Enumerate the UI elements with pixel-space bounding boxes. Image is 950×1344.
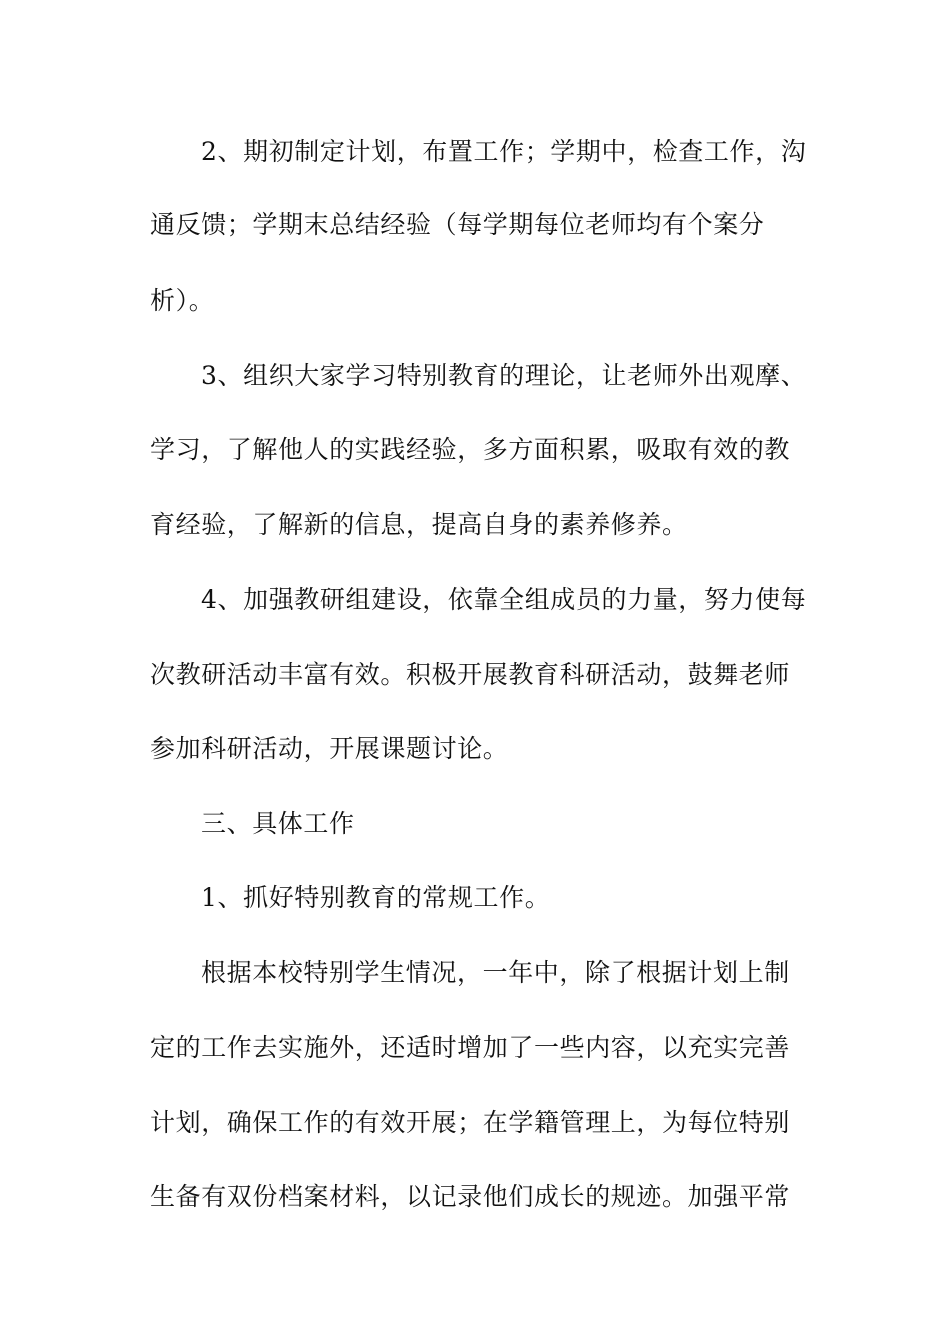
section-heading: 三、具体工作 [201,809,355,838]
text-line: 通反馈；学期末总结经验（每学期每位老师均有个案分 [150,210,765,239]
text-line: 次教研活动丰富有效。积极开展教育科研活动，鼓舞老师 [150,660,791,689]
text-line: 参加科研活动，开展课题讨论。 [150,734,509,763]
text-line: 4、加强教研组建设，依靠全组成员的力量，努力使每 [201,585,807,614]
text-line: 1、抓好特别教育的常规工作。 [201,883,551,912]
text-line: 3、组织大家学习特别教育的理论，让老师外出观摩、 [201,361,807,390]
text-line: 学习，了解他人的实践经验，多方面积累，吸取有效的教 [150,435,791,464]
text-line: 根据本校特别学生情况，一年中，除了根据计划上制 [201,958,790,987]
text-line: 生备有双份档案材料，以记录他们成长的规迹。加强平常 [150,1182,791,1211]
text-line: 育经验，了解新的信息，提高自身的素养修养。 [150,510,688,539]
text-line: 计划，确保工作的有效开展；在学籍管理上，为每位特别 [150,1108,791,1137]
text-line: 定的工作去实施外，还适时增加了一些内容，以充实完善 [150,1033,791,1062]
text-line: 析）。 [150,286,215,315]
text-line: 2、期初制定计划，布置工作；学期中，检查工作，沟 [201,137,807,166]
